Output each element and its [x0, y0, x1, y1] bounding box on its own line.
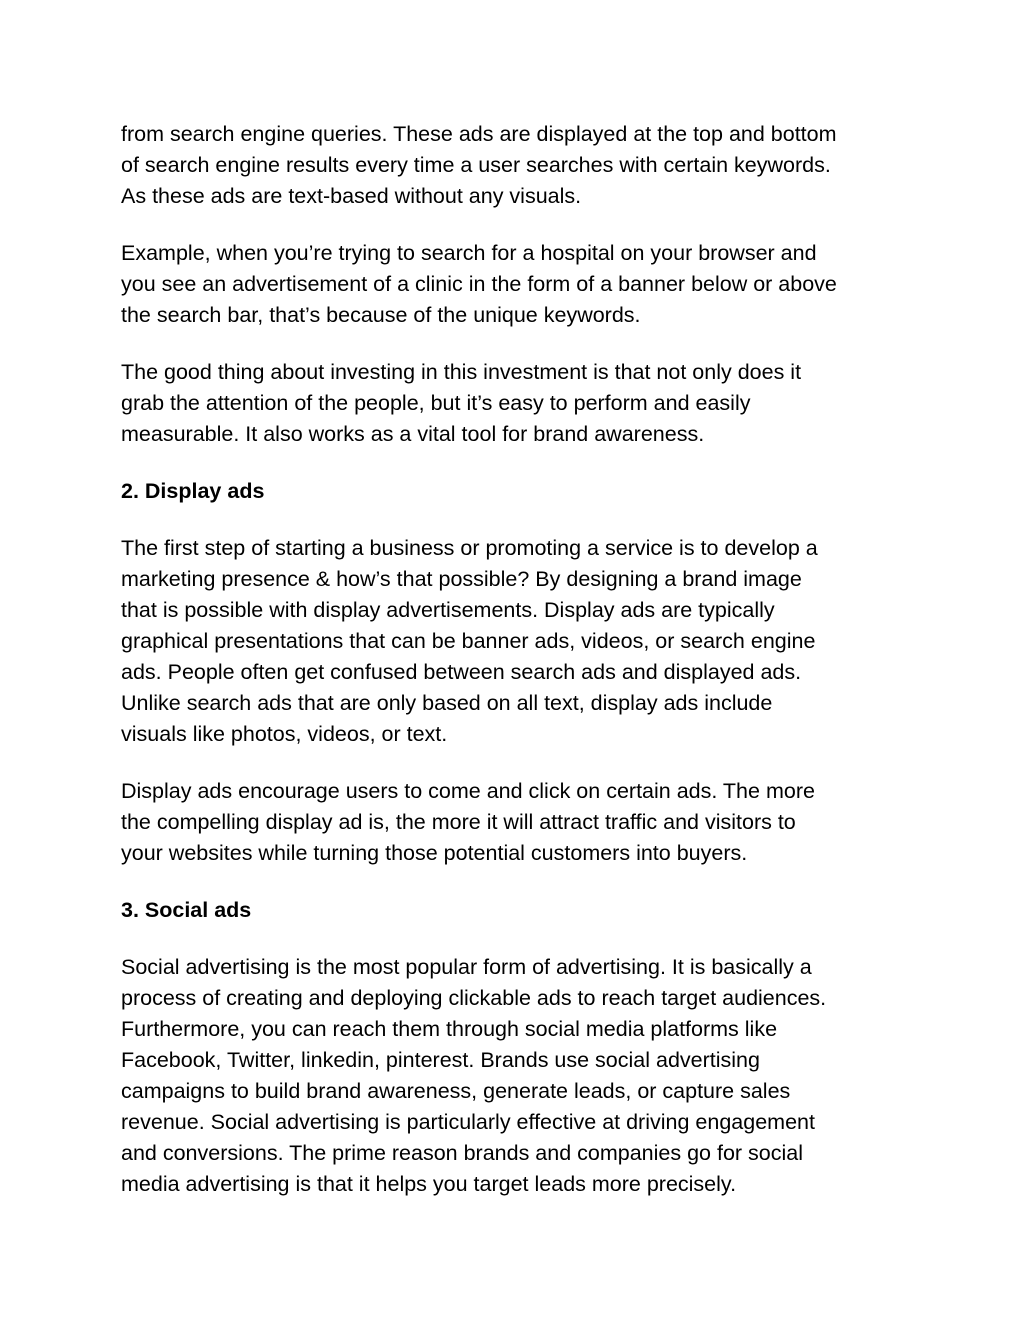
- heading-display-ads: 2. Display ads: [121, 479, 265, 503]
- paragraph-search-ads-example: [121, 238, 921, 331]
- text-line: The good thing about investing in this investment is that not only does it: [121, 360, 802, 384]
- text-line: graphical presentations that can be banner ads, videos, or search engine: [121, 629, 816, 653]
- text-line: your websites while turning those potential customers into buyers.: [121, 841, 748, 865]
- text-line: Display ads encourage users to come and click on certain ads. The more: [121, 779, 815, 803]
- text-line: As these ads are text-based without any visuals.: [121, 184, 582, 208]
- text-line: visuals like photos, videos, or text.: [121, 722, 448, 746]
- text-line: marketing presence & how’s that possible? By designing a brand image: [121, 567, 802, 591]
- text-line: and conversions. The prime reason brands and companies go for social: [121, 1141, 804, 1165]
- paragraph-search-ads-intro: [121, 119, 921, 212]
- text-line: that is possible with display advertisements. Display ads are typically: [121, 598, 775, 622]
- paragraph-social-ads: [121, 952, 921, 1200]
- text-line: Facebook, Twitter, linkedin, pinterest. Brands use social advertising: [121, 1048, 760, 1072]
- text-line: campaigns to build brand awareness, generate leads, or capture sales: [121, 1079, 791, 1103]
- text-line: the search bar, that’s because of the unique keywords.: [121, 303, 641, 327]
- text-line: Furthermore, you can reach them through social media platforms like: [121, 1017, 778, 1041]
- heading-social-ads: 3. Social ads: [121, 898, 252, 922]
- paragraph-search-ads-benefits: [121, 357, 921, 450]
- paragraph-display-ads-intro: [121, 533, 921, 750]
- text-line: Example, when you’re trying to search for a hospital on your browser and: [121, 241, 817, 265]
- text-line: Social advertising is the most popular form of advertising. It is basically a: [121, 955, 812, 979]
- paragraph-display-ads-benefits: [121, 776, 921, 869]
- text-line: measurable. It also works as a vital tool for brand awareness.: [121, 422, 705, 446]
- text-line: The first step of starting a business or promoting a service is to develop a: [121, 536, 818, 560]
- text-line: revenue. Social advertising is particularly effective at driving engagement: [121, 1110, 815, 1134]
- document-page: [121, 119, 921, 1226]
- text-line: ads. People often get confused between search ads and displayed ads.: [121, 660, 802, 684]
- text-line: grab the attention of the people, but it’s easy to perform and easily: [121, 391, 751, 415]
- text-line: process of creating and deploying clickable ads to reach target audiences.: [121, 986, 827, 1010]
- text-line: Unlike search ads that are only based on all text, display ads include: [121, 691, 773, 715]
- text-line: from search engine queries. These ads are displayed at the top and bottom: [121, 122, 837, 146]
- text-line: the compelling display ad is, the more it will attract traffic and visitors to: [121, 810, 796, 834]
- text-line: of search engine results every time a user searches with certain keywords.: [121, 153, 831, 177]
- text-line: media advertising is that it helps you target leads more precisely.: [121, 1172, 737, 1196]
- text-line: you see an advertisement of a clinic in the form of a banner below or above: [121, 272, 837, 296]
